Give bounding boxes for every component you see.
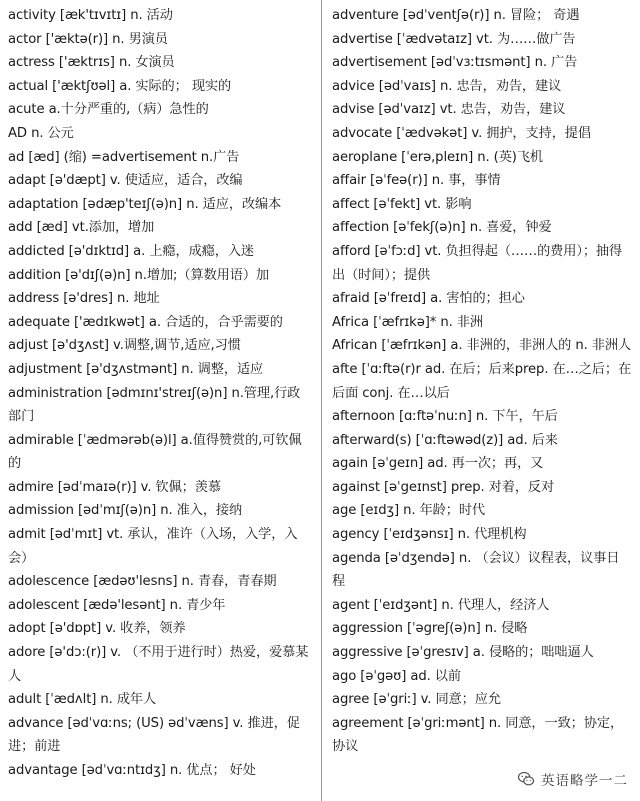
vocab-entry: adult [ˈædʌlt] n. 成年人 bbox=[8, 692, 157, 708]
vocab-entry: advice [ədˈvaɪs] n. 忠告，劝告，建议 bbox=[332, 78, 562, 94]
vocab-entry: addition [ə'dɪʃ(ə)n] n.增加;（算数用语）加 bbox=[8, 267, 270, 283]
vocab-entry: ad [æd] (缩) =advertisement n.广告 bbox=[8, 149, 240, 165]
vocab-entry: aggressive [əˈgresɪv] a. 侵略的；咄咄逼人 bbox=[332, 645, 594, 661]
vocab-entry: admission [ədˈmɪʃ(ə)n] n. 准入，接纳 bbox=[8, 503, 243, 519]
vocab-entry: afternoon [ɑːftəˈnuːn] n. 下午，午后 bbox=[332, 409, 558, 425]
vocab-entry: addicted [ə'dɪktɪd] a. 上瘾，成瘾，入迷 bbox=[8, 243, 255, 259]
vocab-entry: agent [ˈeɪdʒənt] n. 代理人，经济人 bbox=[332, 597, 550, 613]
column-divider bbox=[321, 0, 322, 801]
vocab-entry: advance [ədˈvɑːns; (US) ədˈvæns] v. 推进，促进；前进 bbox=[8, 715, 300, 755]
vocab-entry: agreement [əˈgriːmənt] n. 同意，一致；协定，协议 bbox=[332, 715, 624, 755]
vocab-entry: advise [ədˈvaɪz] vt. 忠告，劝告，建议 bbox=[332, 102, 566, 118]
vocab-entry: ago [əˈgəʊ] ad. 以前 bbox=[332, 668, 461, 684]
vocab-entry: agenda [əˈdʒendə] n. （会议）议程表，议事日程 bbox=[332, 550, 620, 590]
vocab-entry: agree [əˈgriː] v. 同意；应允 bbox=[332, 692, 501, 708]
vocab-entry: adopt [ə'dɒpt] v. 收养，领养 bbox=[8, 621, 186, 637]
vocab-entry: affect [əˈfekt] vt. 影响 bbox=[332, 196, 472, 212]
vocab-entry: advantage [ədˈvɑːntɪdʒ] n. 优点； 好处 bbox=[8, 763, 256, 778]
vocab-entry: admirable [ˈædmərəb(ə)l] a.值得赞赏的,可钦佩的 bbox=[8, 432, 302, 472]
wechat-icon bbox=[517, 770, 535, 788]
vocab-entry: adapt [ə'dæpt] v. 使适应，适合，改编 bbox=[8, 173, 243, 189]
vocab-entry: adequate ['ædɪkwət] a. 合适的，合乎需要的 bbox=[8, 314, 283, 330]
vocab-entry: actual ['æktʃʊəl] a. 实际的； 现实的 bbox=[8, 78, 232, 94]
vocab-entry: afte [ˈɑːftə(r)r ad. 在后；后来prep. 在…之后；在 后面 conj. 在…以后 bbox=[332, 361, 632, 401]
vocab-entry: adjustment [ə'dʒʌstmənt] n. 调整，适应 bbox=[8, 361, 264, 377]
vocab-entry: administration [ədmɪnɪ'streɪʃ(ə)n] n.管理,行政部门 bbox=[8, 385, 301, 425]
vocab-entry: admire [ədˈmaɪə(r)] v. 钦佩；羡慕 bbox=[8, 479, 221, 495]
vocab-entry: advertise [ˈædvətaɪz] vt. 为……做广告 bbox=[332, 31, 576, 47]
right-column bbox=[332, 4, 632, 759]
vocab-entry: adolescent [ædə'lesənt] n. 青少年 bbox=[8, 597, 226, 613]
vocab-entry: adolescence [ædəʊ'lesns] n. 青春，青春期 bbox=[8, 574, 277, 590]
vocab-entry: actress ['æktrɪs] n. 女演员 bbox=[8, 55, 175, 71]
vocab-entry: aggression [ˈəgreʃ(ə)n] n. 侵略 bbox=[332, 621, 528, 637]
vocab-entry: add [æd] vt.添加，增加 bbox=[8, 220, 155, 236]
vocab-entry: AD n. 公元 bbox=[8, 125, 74, 141]
vocab-entry: aeroplane [ˈerə,pleɪn] n. (英)飞机 bbox=[332, 149, 544, 165]
left-column bbox=[8, 4, 313, 783]
vocab-entry: affection [əˈfekʃ(ə)n] n. 喜爱，钟爱 bbox=[332, 220, 552, 236]
watermark bbox=[513, 767, 632, 791]
vocab-entry: age [eɪdʒ] n. 年龄；时代 bbox=[332, 503, 486, 519]
vocab-entry: acute a.十分严重的,（病）急性的 bbox=[8, 102, 209, 118]
vocab-entry: adaptation [ədæp'teɪʃ(ə)n] n. 适应，改编本 bbox=[8, 196, 282, 212]
vocab-entry: advertisement [ədˈvɜːtɪsmənt] n. 广告 bbox=[332, 55, 578, 71]
vocab-entry: advocate [ˈædvəkət] v. 拥护，支持，提倡 bbox=[332, 125, 591, 141]
vocab-entry: admit [ədˈmɪt] vt. 承认，准许（入场，入学，入会） bbox=[8, 527, 298, 566]
vocab-entry: again [əˈgeɪn] ad. 再一次；再，又 bbox=[332, 456, 544, 472]
vocab-entry: African [ˈæfrɪkən] a. 非洲的，非洲人的 n. 非洲人 bbox=[332, 338, 632, 354]
vocab-entry: afterward(s) [ˈɑːftəwəd(z)] ad. 后来 bbox=[332, 432, 558, 448]
vocab-entry: actor ['æktə(r)] n. 男演员 bbox=[8, 31, 168, 47]
vocab-entry: address [ə'dres] n. 地址 bbox=[8, 291, 160, 307]
vocab-entry: against [əˈgeɪnst] prep. 对着，反对 bbox=[332, 479, 555, 495]
vocab-entry: agency [ˈeɪdʒənsɪ] n. 代理机构 bbox=[332, 527, 527, 543]
vocab-entry: affair [əˈfeə(r)] n. 事，事情 bbox=[332, 173, 501, 189]
vocab-entry: afford [əˈfɔːd] vt. 负担得起（……的费用）；抽得出（时间）；提供 bbox=[332, 243, 623, 283]
watermark-text: 英语略学一二 bbox=[541, 773, 628, 789]
vocab-entry: Africa [ˈæfrɪkə]* n. 非洲 bbox=[332, 314, 483, 330]
vocab-entry: adjust [ə'dʒʌst] v.调整,调节,适应,习惯 bbox=[8, 338, 241, 354]
vocab-entry: activity [æk'tɪvɪtɪ] n. 活动 bbox=[8, 8, 173, 23]
vocab-entry: afraid [əˈfreɪd] a. 害怕的；担心 bbox=[332, 291, 525, 307]
vocab-entry: adore [ə'dɔ:(r)] v. （不用于进行时）热爱，爱慕某人 bbox=[8, 645, 309, 684]
vocab-entry: adventure [ədˈventʃə(r)] n. 冒险； 奇遇 bbox=[332, 8, 580, 23]
